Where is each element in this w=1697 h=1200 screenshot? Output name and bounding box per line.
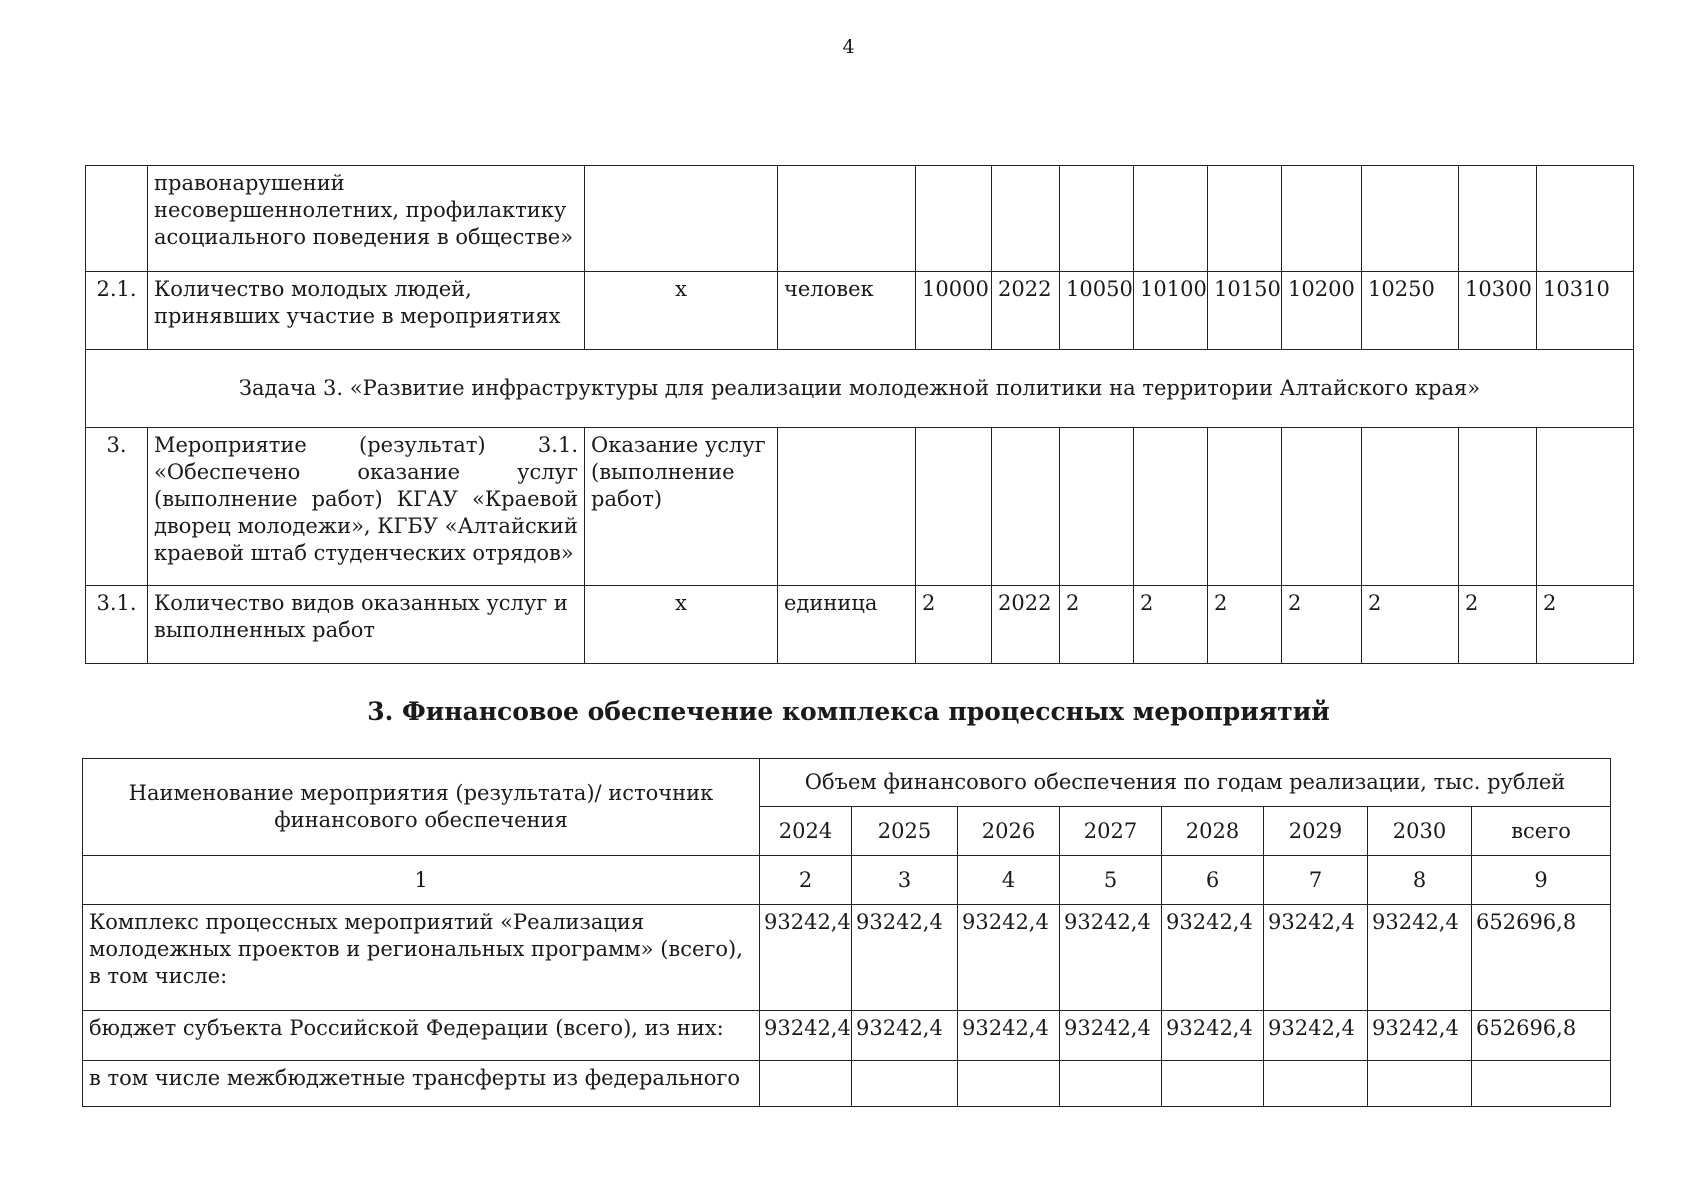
column-number: 9: [1472, 856, 1611, 905]
column-number: 7: [1264, 856, 1368, 905]
year-value: 2: [1362, 586, 1459, 664]
finance-value: 93242,4: [958, 905, 1060, 1011]
column-number: 3: [852, 856, 958, 905]
unit: человек: [778, 272, 916, 350]
column-number: 4: [958, 856, 1060, 905]
year-value: 10050: [1060, 272, 1134, 350]
base-year: 2022: [992, 272, 1060, 350]
finance-value: 93242,4: [958, 1011, 1060, 1061]
finance-value: [1162, 1061, 1264, 1107]
table-row: [86, 428, 1634, 586]
year-value: 10100: [1134, 272, 1208, 350]
base-value: 10000: [916, 272, 992, 350]
year-value: 2: [1134, 586, 1208, 664]
indicator-name-text: Мероприятие (результат) 3.1. «Обеспечено оказание услуг (выполнение работ) КГАУ «Краевой дворец молодежи», КГБУ «Алтайский: [154, 433, 578, 538]
year-value: 10310: [1537, 272, 1634, 350]
table-row: [83, 1011, 1611, 1061]
finance-value: 93242,4: [1368, 1011, 1472, 1061]
year-header: 2027: [1060, 807, 1162, 856]
finance-value: [1264, 1061, 1368, 1107]
year-value: 10150: [1208, 272, 1282, 350]
year-value: 10250: [1362, 272, 1459, 350]
indicator-name-tail: краевой штаб студенческих отрядов»: [154, 541, 574, 565]
year-header: 2030: [1368, 807, 1472, 856]
finance-value: 93242,4: [1264, 905, 1368, 1011]
table-row: [83, 905, 1611, 1011]
row-number: 2.1.: [86, 272, 148, 350]
finance-value: 93242,4: [760, 1011, 852, 1061]
page-number: 4: [842, 36, 855, 58]
table-row: [83, 1061, 1611, 1107]
finance-value: 93242,4: [1060, 905, 1162, 1011]
year-value: 2: [1459, 586, 1537, 664]
finance-value: 93242,4: [1368, 905, 1472, 1011]
column-number: 5: [1060, 856, 1162, 905]
table-row: [86, 350, 1634, 428]
finance-total: 652696,8: [1472, 1011, 1611, 1061]
year-header: 2024: [760, 807, 852, 856]
base-value: 2: [916, 586, 992, 664]
year-header: 2025: [852, 807, 958, 856]
header-name: Наименование мероприятия (результата)/ источник финансового обеспечения: [83, 759, 760, 856]
year-value: 2: [1208, 586, 1282, 664]
finance-value: 93242,4: [852, 1011, 958, 1061]
indicator-name: правонарушений несовершеннолетних, профилактику асоциального поведения в обществе»: [148, 166, 585, 272]
indicator-type: Оказание услуг (выполнение работ): [585, 428, 778, 586]
year-header: 2028: [1162, 807, 1264, 856]
finance-row-name: бюджет субъекта Российской Федерации (всего), из них:: [83, 1011, 760, 1061]
finance-total: 652696,8: [1472, 905, 1611, 1011]
table-row: [86, 166, 1634, 272]
column-number: 1: [83, 856, 760, 905]
finance-value: [1368, 1061, 1472, 1107]
finance-row-name: в том числе межбюджетные трансферты из федерального: [83, 1061, 760, 1107]
table-row: [86, 272, 1634, 350]
table-row: [86, 586, 1634, 664]
finance-value: 93242,4: [1060, 1011, 1162, 1061]
column-number: 6: [1162, 856, 1264, 905]
base-year: 2022: [992, 586, 1060, 664]
indicator-name-text: Количество видов оказанных услуг и: [154, 591, 568, 615]
finance-value: 93242,4: [1162, 905, 1264, 1011]
finance-value: 93242,4: [1162, 1011, 1264, 1061]
year-value: 2: [1060, 586, 1134, 664]
finance-total: [1472, 1061, 1611, 1107]
year-value: 2: [1282, 586, 1362, 664]
indicator-name-tail: выполненных работ: [154, 618, 376, 642]
finance-value: [760, 1061, 852, 1107]
row-number: 3.: [86, 428, 148, 586]
year-header: 2029: [1264, 807, 1368, 856]
task-heading: Задача 3. «Развитие инфраструктуры для реализации молодежной политики на территории Алтайского края»: [86, 350, 1634, 428]
indicators-table: [85, 165, 1634, 664]
finance-value: 93242,4: [1264, 1011, 1368, 1061]
year-header: всего: [1472, 807, 1611, 856]
year-value: 2: [1537, 586, 1634, 664]
table-row: [83, 856, 1611, 905]
finance-value: [958, 1061, 1060, 1107]
finance-value: [1060, 1061, 1162, 1107]
row-number: 3.1.: [86, 586, 148, 664]
unit: единица: [778, 586, 916, 664]
year-header: 2026: [958, 807, 1060, 856]
finance-row-name: Комплекс процессных мероприятий «Реализация молодежных проектов и региональных программ» (всего), в том числе:: [83, 905, 760, 1011]
header-volume: Объем финансового обеспечения по годам реализации, тыс. рублей: [760, 759, 1611, 807]
section-title: 3. Финансовое обеспечение комплекса процессных мероприятий: [367, 697, 1330, 726]
indicator-name: Количество молодых людей, принявших участие в мероприятиях: [148, 272, 585, 350]
indicator-name: [148, 428, 585, 586]
row-number: [86, 166, 148, 272]
indicator-type: х: [585, 272, 778, 350]
finance-value: [852, 1061, 958, 1107]
indicator-name: [148, 586, 585, 664]
year-value: 10300: [1459, 272, 1537, 350]
table-row: [83, 759, 1611, 807]
column-number: 2: [760, 856, 852, 905]
column-number: 8: [1368, 856, 1472, 905]
finance-table: [82, 758, 1611, 1107]
indicator-type: х: [585, 586, 778, 664]
finance-value: 93242,4: [760, 905, 852, 1011]
finance-value: 93242,4: [852, 905, 958, 1011]
year-value: 10200: [1282, 272, 1362, 350]
